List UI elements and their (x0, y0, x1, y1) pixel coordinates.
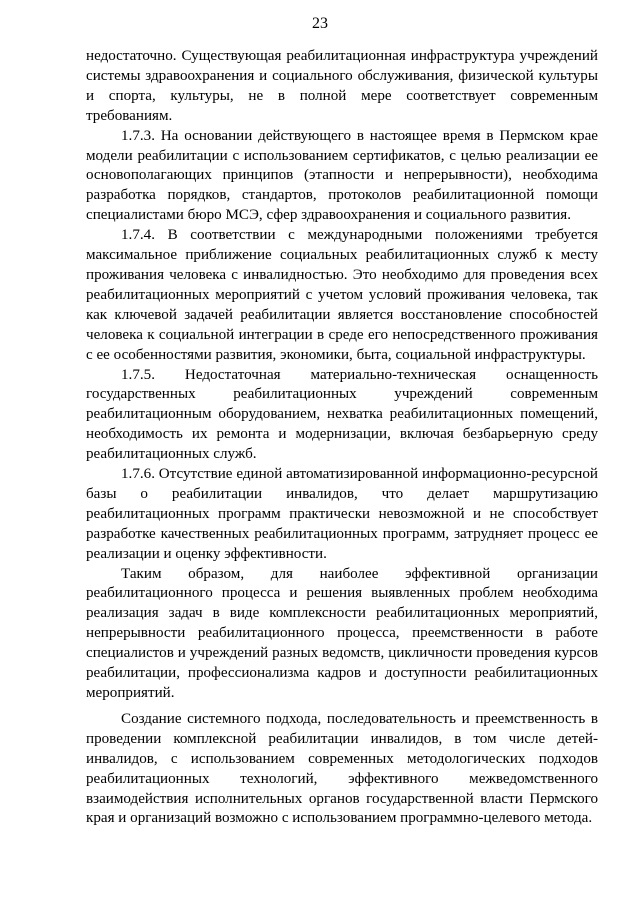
paragraph-1-7-3: 1.7.3. На основании действующего в настоящее время в Пермском крае модели реабилитации с использованием сертификатов, с целью реализации ее основополагающих принципов (этапности и непрерывности), необходима разработка порядков, стандартов, протоколов реабилитационной помощи специалистами бюро МСЭ, сфер здравоохранения и социального развития. (86, 127, 598, 224)
page-number: 23 (312, 15, 328, 32)
paragraph-1-7-4: 1.7.4. В соответствии с международными положениями требуется максимальное приближение социальных реабилитационных служб к месту проживания человека с инвалидностью. Это необходимо для проведения всех реабилитационных мероприятий с учетом условий проживания человека, так как ключевой задачей реабилитации является восстановление способностей человека к социальной интеграции в среде его непосредственного проживания с ее особенностями развития, экономики, быта, социальной инфраструктуры. (86, 227, 598, 363)
paragraph-system-approach: Создание системного подхода, последовательность и преемственность в проведении комплексной реабилитации инвалидов, в том числе детей-инвалидов, с использованием современных методологических подходов реабилитационных технологий, эффективного межведомственного взаимодействия исполнительных органов государственной власти Пермского края и организаций возможно с использованием программно-целевого метода. (86, 710, 598, 827)
paragraph-1-7-5: 1.7.5. Недостаточная материально-техническая оснащенность государственных реабилитационных учреждений современным реабилитационным оборудованием, нехватка реабилитационных помещений, необходимость их ремонта и модернизации, включая безбарьерную среду реабилитационных служб. (86, 366, 598, 463)
paragraph-conclusion: Таким образом, для наиболее эффективной организации реабилитационного процесса и решения выявленных проблем необходима реализация задач в виде комплексности реабилитационных мероприятий, непрерывности реабилитационного процесса, преемственности в работе специалистов и учреждений разных ведомств, цикличности проведения курсов реабилитации, профессионализма кадров и доступности реабилитационных мероприятий. (86, 565, 598, 701)
paragraph-1-7-6: 1.7.6. Отсутствие единой автоматизированной информационно-ресурсной базы о реабилитации инвалидов, что делает маршрутизацию реабилитационных программ практически невозможной и не способствует разработке качественных реабилитационных программ, затрудняет процесс ее реализации и оценку эффективности. (86, 466, 598, 562)
paragraph-continuation: недостаточно. Существующая реабилитационная инфраструктура учреждений системы здравоохранения и социального обслуживания, физической культуры и спорта, культуры, не в полной мере соответствует современным требованиям. (86, 48, 598, 124)
document-body (86, 47, 598, 829)
